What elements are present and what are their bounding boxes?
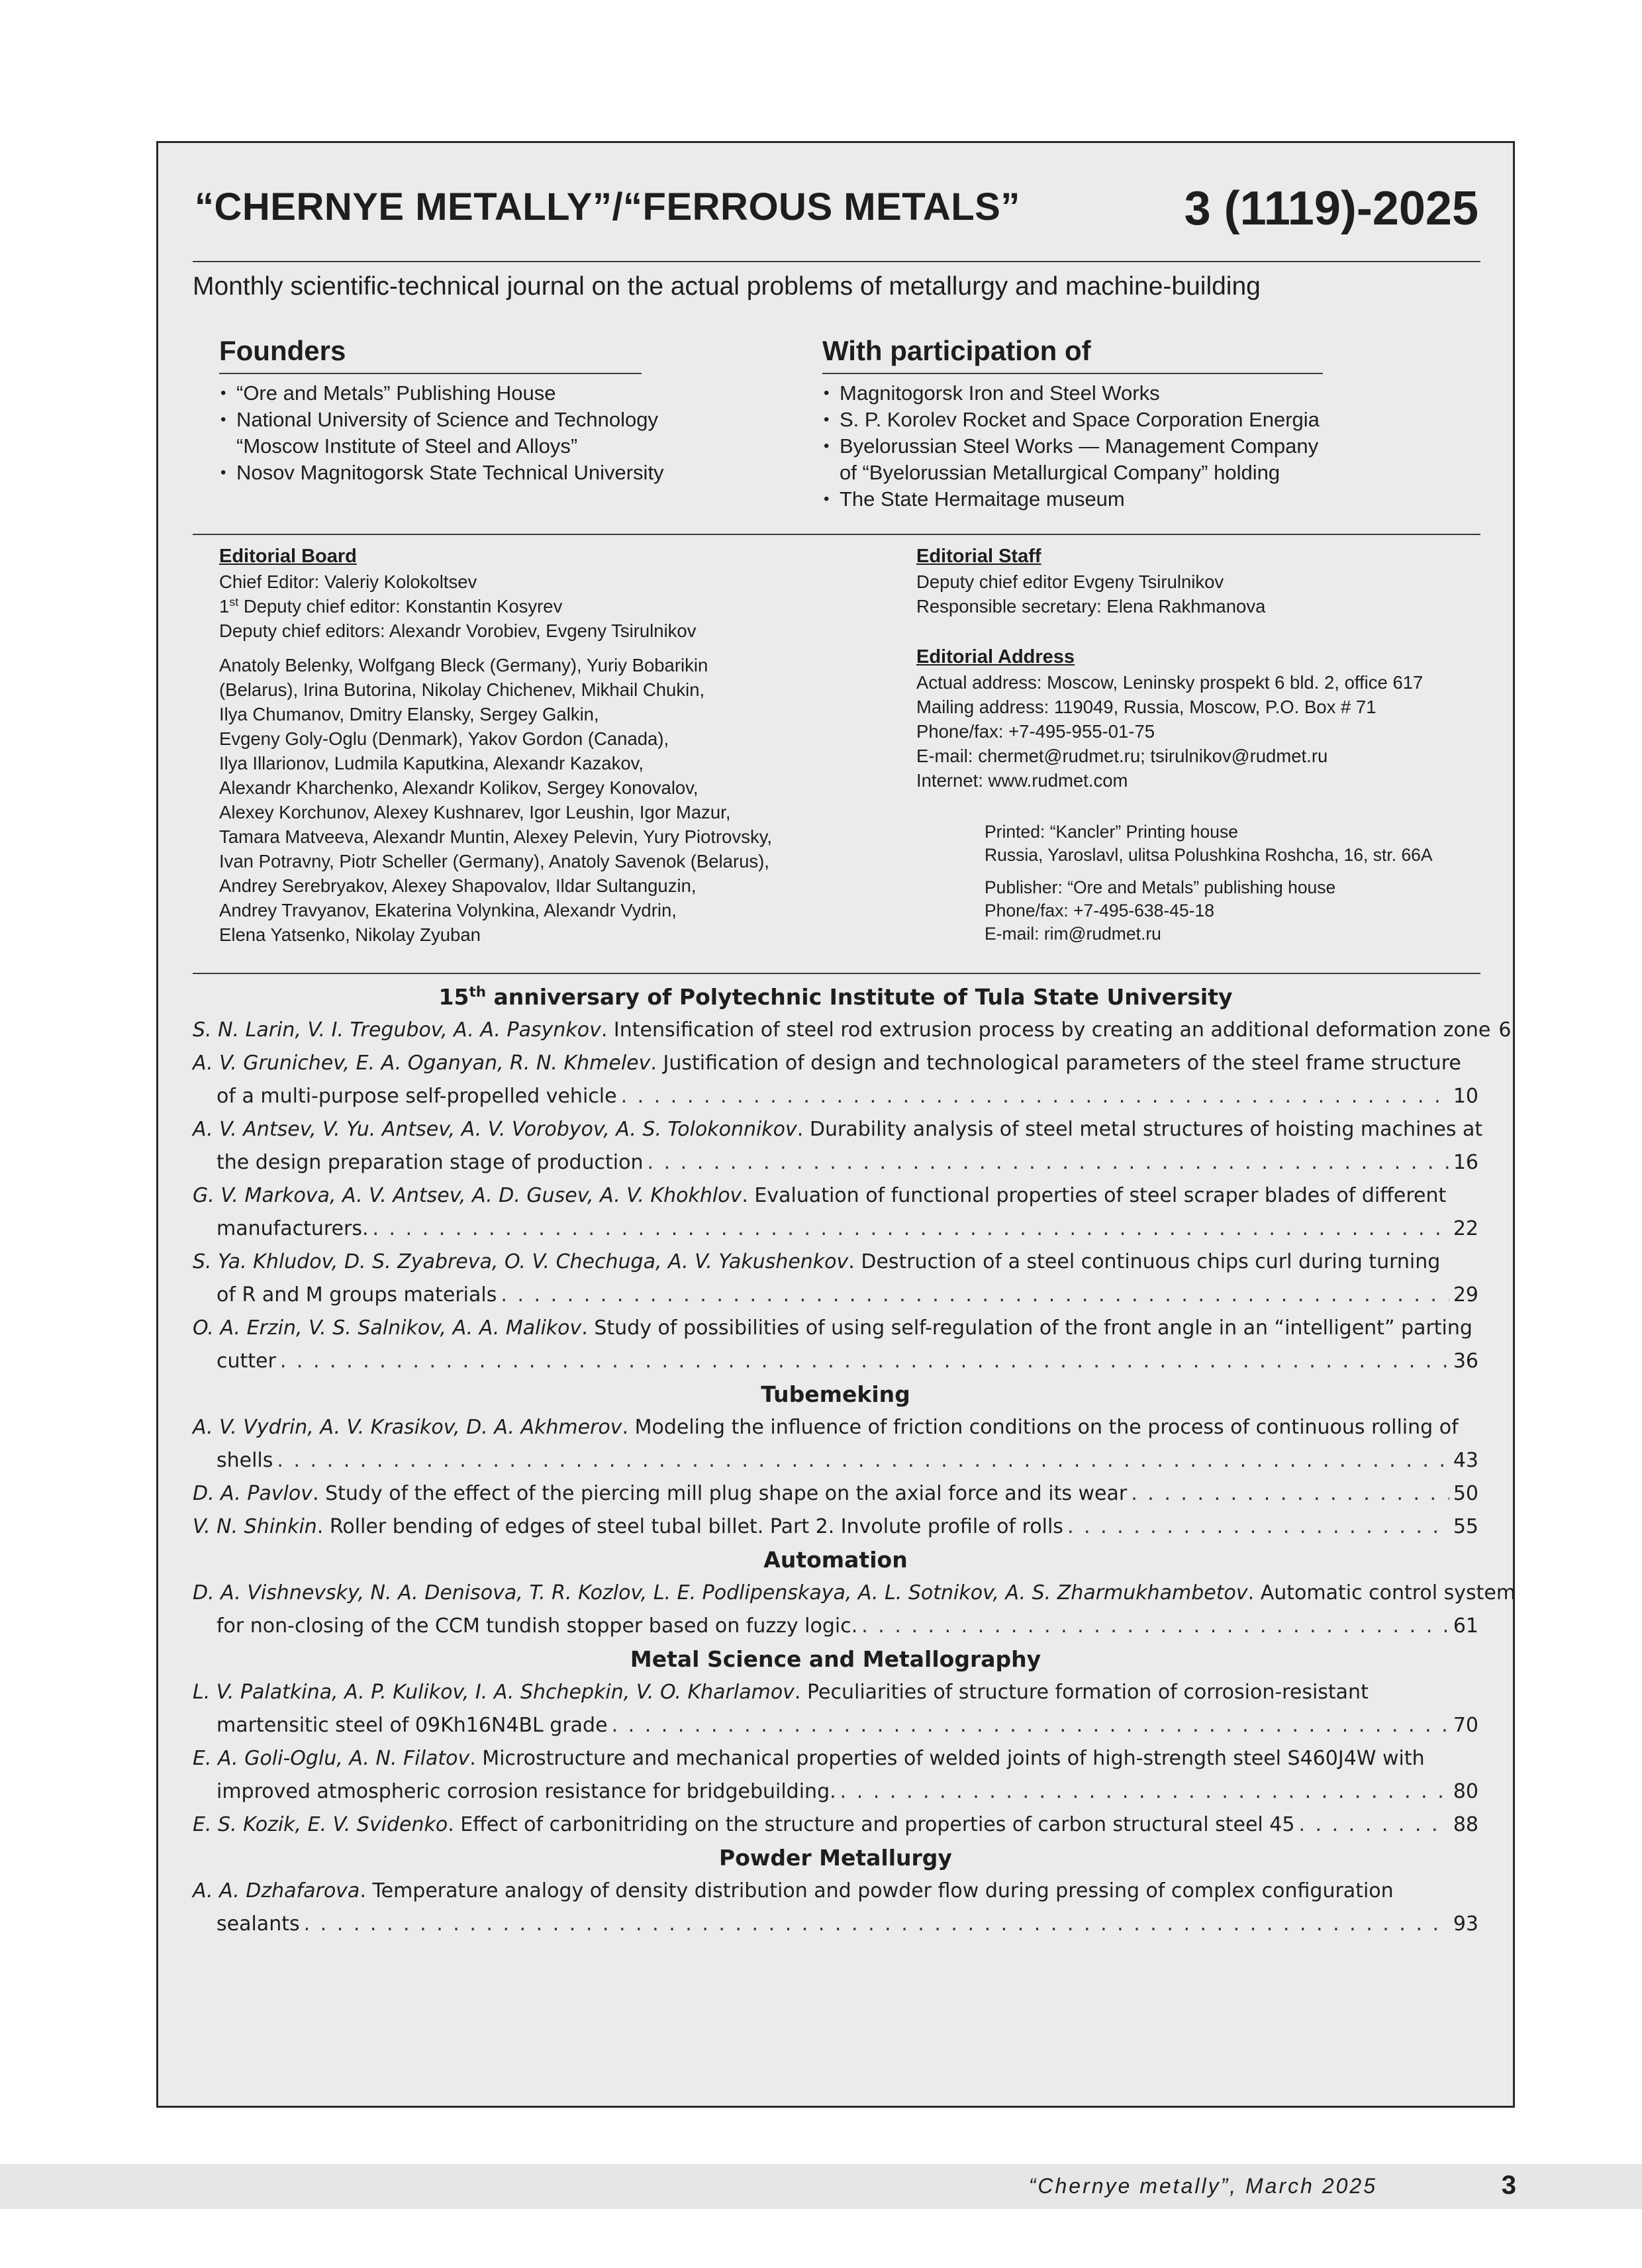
footer-journal: “Chernye metally”, March 2025 [1028,2174,1377,2198]
leader-dots [280,1345,1449,1378]
participant-item: • Magnitogorsk Iron and Steel Works [822,380,1320,407]
page-number: 29 [1453,1283,1478,1307]
leader-dots [861,1610,1449,1643]
leader-dots [1067,1510,1449,1544]
page-number: 22 [1453,1217,1478,1240]
page-number: 43 [1453,1449,1478,1472]
editorial-staff-label: Editorial Staff [916,546,1041,567]
page-footer [0,2164,1642,2209]
participant-item: • The State Hermaitage museum [822,486,1320,513]
leader-dots [277,1444,1449,1477]
toc-entry[interactable]: S. N. Larin, V. I. Tregubov, A. A. Pasynkov . Intensification of steel rod extrusion process by creating an additional deformation zone 6 [193,1014,1478,1047]
editorial-board-editors [219,569,696,643]
participation-heading: With participation of [822,335,1091,366]
table-of-contents [193,981,1516,1941]
publisher-info: Publisher: “Ore and Metals” publishing house Phone/fax: +7-495-638-45-18 E-mail: rim@rudmet.ru [985,877,1336,944]
page-number: 55 [1453,1515,1478,1538]
journal-subtitle: Monthly scientific-technical journal on the actual problems of metallurgy and machine-building [193,272,1261,301]
toc-entry[interactable]: E. S. Kozik, E. V. Svidenko . Effect of carbonitriding on the structure and properties of carbon structural steel 45 . . . 88 [193,1808,1478,1842]
toc-entry[interactable]: G. V. Markova, A. V. Antsev, A. D. Gusev, A. V. Khokhlov. Evaluation of functional properties of steel scraper blades of different manufacturers. . . . 22 [193,1179,1478,1246]
participation-list [822,380,1320,513]
founder-item: • Nosov Magnitogorsk State Technical University [219,460,664,486]
section-title-automation: Automation [763,1547,908,1573]
toc-entry[interactable]: L. V. Palatkina, A. P. Kulikov, I. A. Shchepkin, V. O. Kharlamov. Peculiarities of structure formation of corrosion-resistant martensitic steel of 09Kh16N4BL grade . . . 70 [193,1676,1478,1742]
page-number: 6 [1498,1018,1512,1042]
founder-item: • “Ore and Metals” Publishing House [219,380,664,407]
leader-dots [840,1775,1449,1808]
page-number: 80 [1453,1780,1478,1803]
printed-info: Printed: “Kancler” Printing house Russia, Yaroslavl, ulitsa Polushkina Roshcha, 16, str. 66A [985,822,1433,865]
leader-dots [501,1279,1449,1312]
journal-title: “CHERNYE METALLY”/“FERROUS METALS” [195,185,1020,228]
toc-rule [193,973,1480,974]
page-number: 10 [1453,1085,1478,1108]
section-title-metal-science: Metal Science and Metallography [630,1646,1041,1672]
page-number: 93 [1453,1912,1478,1936]
editorial-staff-lines: Deputy chief editor Evgeny Tsirulnikov Responsible secretary: Elena Rakhmanova [916,571,1266,616]
page-number: 50 [1453,1482,1478,1505]
toc-entry[interactable]: O. A. Erzin, V. S. Salnikov, A. A. Malikov. Study of possibilities of using self-regulation of the front angle in an “intelligent” parting cutter . . . 36 [193,1312,1478,1378]
leader-dots [304,1908,1449,1941]
page-number: 88 [1453,1813,1478,1836]
issue-number: 3 (1119)-2025 [1184,182,1478,235]
toc-entry[interactable]: D. A. Pavlov . Study of the effect of the piercing mill plug shape on the axial force and its wear . . . 50 [193,1477,1478,1510]
toc-entry[interactable]: V. N. Shinkin . Roller bending of edges of steel tubal billet. Part 2. Involute profile of rolls . . . 55 [193,1510,1478,1544]
leader-dots [1298,1808,1449,1842]
toc-entry[interactable]: E. A. Goli-Oglu, A. N. Filatov. Microstructure and mechanical properties of welded joints of high-strength steel S460J4W with improved atmospheric corrosion resistance for bridgebuilding. . . . 80 [193,1742,1478,1808]
chief-editor: Chief Editor: Valeriy Kolokoltsev [219,571,477,592]
founders-heading: Founders [219,335,346,366]
leader-dots [621,1080,1449,1113]
first-deputy-editor: 1st Deputy chief editor: Konstantin Kosyrev [219,595,563,616]
page-number: 36 [1453,1350,1478,1373]
page-number: 61 [1453,1614,1478,1638]
page-number: 16 [1453,1151,1478,1174]
editorial-board-label: Editorial Board [219,546,357,567]
deputy-editors: Deputy chief editors: Alexandr Vorobiev, Evgeny Tsirulnikov [219,620,697,641]
section-title-tubemeking: Tubemeking [761,1381,910,1407]
founder-item: • National University of Science and Technology “Moscow Institute of Steel and Alloys” [219,407,664,460]
toc-entry[interactable]: A. V. Vydrin, A. V. Krasikov, D. A. Akhmerov. Modeling the influence of friction conditions on the process of continuous rolling of shells . . . 43 [193,1411,1478,1477]
contents-frame [156,141,1515,2108]
founders-rule [219,373,642,374]
participation-rule [822,373,1323,374]
toc-entry[interactable]: S. Ya. Khludov, D. S. Zyabreva, O. V. Chechuga, A. V. Yakushenkov. Destruction of a steel continuous chips curl during turning of R and M groups materials . . . 29 [193,1246,1478,1312]
editorial-address-lines: Actual address: Moscow, Leninsky prospekt 6 bld. 2, office 617 Mailing address: 119049, Russia, Moscow, P.O. Box # 71 Phone/fax: +7-495-955-01-75 E-mail: chermet@rudmet.ru; tsirulnikov@rudmet.ru Internet: www.rudmet.com [916,672,1424,791]
footer-page-number: 3 [1501,2171,1516,2200]
toc-entry[interactable]: D. A. Vishnevsky, N. A. Denisova, T. R. Kozlov, L. E. Podlipenskaya, A. L. Sotnikov, A. S. Zharmukhambetov. Automatic control system for non-closing of the CCM tundish stopper based on fuzzy logic. . . . 61 [193,1577,1478,1643]
leader-dots [1131,1477,1449,1510]
leader-dots [372,1212,1449,1246]
leader-dots [648,1146,1449,1179]
page-number: 70 [1453,1714,1478,1737]
toc-entry[interactable]: A. V. Antsev, V. Yu. Antsev, A. V. Vorobyov, A. S. Tolokonnikov. Durability analysis of steel metal structures of hoisting machines at the design preparation stage of production . . . 16 [193,1113,1478,1179]
participant-item: • S. P. Korolev Rocket and Space Corporation Energia [822,407,1320,433]
editorial-address-label: Editorial Address [916,646,1075,667]
founders-list [219,380,664,486]
masthead-rule [193,534,1480,535]
editorial-board-members: Anatoly Belenky, Wolfgang Bleck (Germany), Yuriy Bobarikin (Belarus), Irina Butorina, Nikolay Chichenev, Mikhail Chukin, Ilya Chumanov, Dmitry Elansky, Sergey Galkin, Evgeny Goly-Oglu (Denmark), Yakov Gordon (Canada), Ilya Illarionov, Ludmila Kaputkina, Alexandr Kazakov, Alexandr Kharchenko, Alexandr Kolikov, Sergey Konovalov, Alexey Korchunov, Alexey Kushnarev, Igor Leushin, Igor Mazur, Tamara Matveeva, Alexandr Muntin, Alexey Pelevin, Yury Piotrovsky, Ivan Potravny, Piotr Scheller (Germany), Anatoly Savenok (Belarus), Andrey Serebryakov, Alexey Shapovalov, Ildar Sultanguzin, Andrey Travyanov, Ekaterina Volynkina, Alexandr Vydrin, Elena Yatsenko, Nikolay Zyuban [219,655,773,945]
toc-entry[interactable]: A. V. Grunichev, E. A. Oganyan, R. N. Khmelev. Justification of design and technological parameters of the steel frame structure of a multi-purpose self-propelled vehicle . . . 10 [193,1047,1478,1113]
participant-item: • Byelorussian Steel Works — Management Company of “Byelorussian Metallurgical Company” holding [822,433,1320,486]
leader-dots [612,1709,1449,1742]
section-title-anniversary: 15th anniversary of Polytechnic Institute of Tula State University [438,984,1233,1010]
title-rule [193,261,1480,262]
section-title-powder: Powder Metallurgy [719,1845,952,1871]
toc-entry[interactable]: A. A. Dzhafarova. Temperature analogy of density distribution and powder flow during pressing of complex configuration sealants . . . 93 [193,1875,1478,1941]
